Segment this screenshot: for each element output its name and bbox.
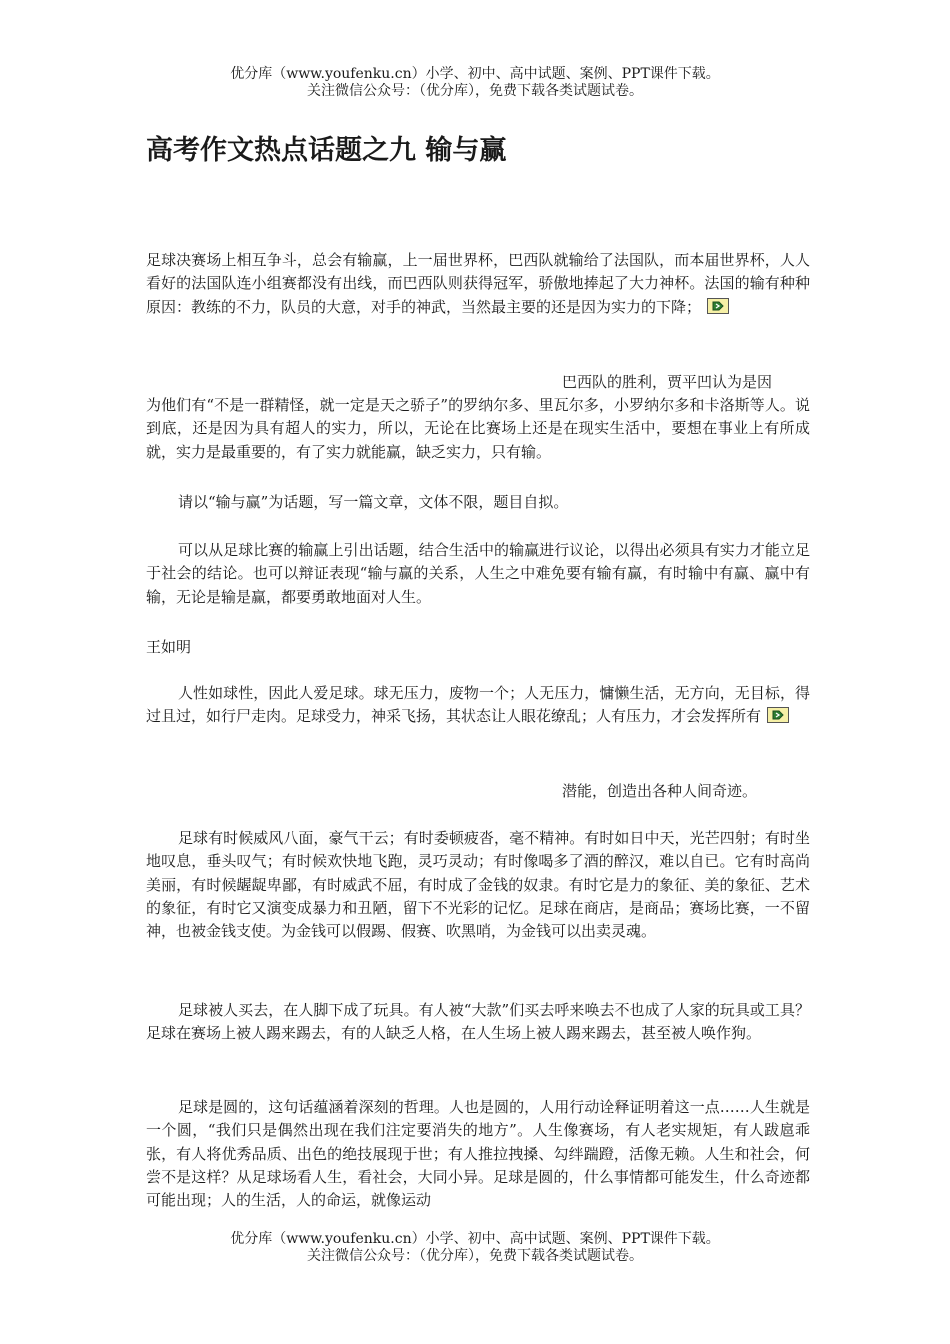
paragraph-7: 足球被人买去，在人脚下成了玩具。有人被“大款”们买去呼来唤去不也成了人家的玩具或工具？足球在赛场上被人踢来踢去，有的人缺乏人格，在人生场上被人踢来踢去，甚至被人唤作狗。 <box>146 1001 810 1043</box>
paragraph-3: 请以“输与赢”为话题，写一篇文章，文体不限，题目自拟。 <box>178 493 569 511</box>
paragraph-1-text: 足球决赛场上相互争斗，总会有输赢，上一届世界杯，巴西队就输给了法国队，而本届世界杯，人人看好的法国队连小组赛都没有出线，而巴西队则获得冠军，骄傲地捧起了大力神杯。法国的输有种种原因：教练的不力，队员的大意，对手的神武，当然最主要的还是因为实力的下降； <box>146 251 810 316</box>
footer-line-1: 优分库（www.youfenku.cn）小学、初中、高中试题、案例、PPT课件下载。 <box>230 1231 720 1247</box>
page-header <box>0 66 950 100</box>
paragraph-8: 足球是圆的，这句话蕴涵着深刻的哲理。人也是圆的，人用行动诠释证明着这一点……人生就是一个圆，“我们只是偶然出现在我们注定要消失的地方”。人生像赛场，有人老实规矩，有人跋扈乖张，有人将优秀品质、出色的绝技展现于世；有人推拉拽搡、勾绊踹蹬，活像无赖。人生和社会，何尝不是这样？从足球场看人生，看社会，大同小异。足球是圆的，什么事情都可能发生，什么奇迹都可能出现；人的生活，人的命运，就像运动 <box>146 1098 810 1210</box>
footer-line-2: 关注微信公众号：（优分库），免费下载各类试题试卷。 <box>307 1248 643 1264</box>
paragraph-4: 可以从足球比赛的输赢上引出话题，结合生活中的输赢进行议论，以得出必须具有实力才能立足于社会的结论。也可以辩证表现“输与赢的关系，人生之中难免要有输有赢，有时输中有赢、赢中有输，无论是输是赢，都要勇敢地面对人生。 <box>146 541 810 606</box>
header-line-1: 优分库（www.youfenku.cn）小学、初中、高中试题、案例、PPT课件下载。 <box>230 66 720 82</box>
page-footer <box>0 1231 950 1265</box>
paragraph-1 <box>146 249 810 319</box>
image-link-icon[interactable] <box>707 298 729 314</box>
paragraph-2: 为他们有“不是一群精怪，就一定是天之骄子”的罗纳尔多、里瓦尔多，小罗纳尔多和卡洛斯等人。说到底，还是因为具有超人的实力，所以，无论在比赛场上还是在现实生活中，要想在事业上有所成就，实力是最重要的，有了实力就能赢，缺乏实力，只有输。 <box>146 396 810 461</box>
paragraph-5-continued: 潜能，创造出各种人间奇迹。 <box>562 782 758 800</box>
author-name: 王如明 <box>146 638 192 656</box>
paragraph-2-start: 巴西队的胜利，贾平凹认为是因 <box>562 373 773 391</box>
paragraph-5 <box>146 682 810 729</box>
header-line-2: 关注微信公众号：（优分库），免费下载各类试题试卷。 <box>307 83 643 99</box>
paragraph-5-text: 人性如球性，因此人爱足球。球无压力，废物一个；人无压力，慵懒生活，无方向，无目标，得过且过，如行尸走肉。足球受力，神采飞扬，其状态让人眼花缭乱；人有压力，才会发挥所有 <box>146 684 810 726</box>
paragraph-6: 足球有时候威风八面，豪气干云；有时委顿疲沓，毫不精神。有时如日中天，光芒四射；有时坐地叹息，垂头叹气；有时候欢快地飞跑，灵巧灵动；有时像喝多了酒的醉汉，难以自已。它有时高尚美丽，有时候龌龊卑鄙，有时威武不屈，有时成了金钱的奴隶。有时它是力的象征、美的象征、艺术的象征，有时它又演变成暴力和丑陋，留下不光彩的记忆。足球在商店，是商品；赛场比赛，一不留神，也被金钱支使。为金钱可以假踢、假赛、吹黑哨，为金钱可以出卖灵魂。 <box>146 829 810 941</box>
page-title: 高考作文热点话题之九 输与赢 <box>146 135 507 166</box>
image-link-icon[interactable] <box>767 707 789 723</box>
